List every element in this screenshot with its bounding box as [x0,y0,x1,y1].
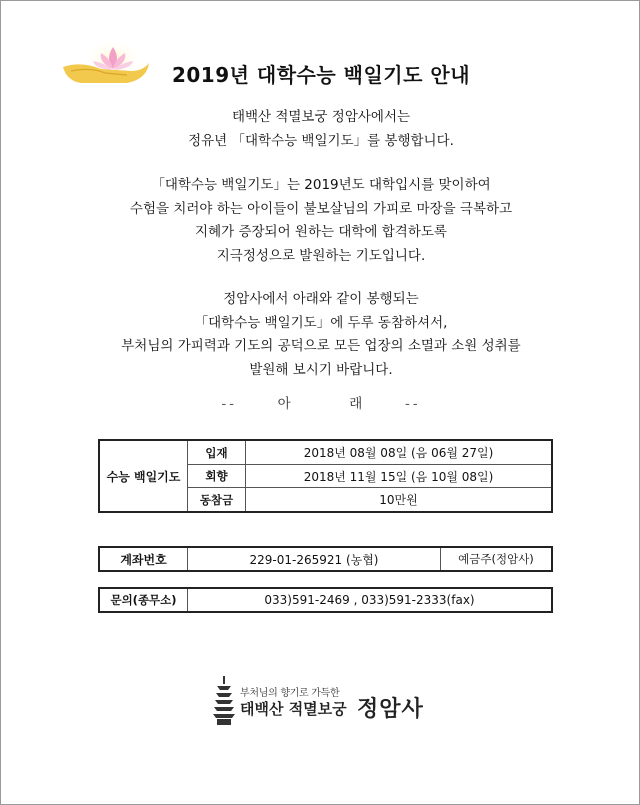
schedule-key-fee: 동참금 [188,488,246,511]
section-divider [1,392,640,412]
purpose-line: 지극정성으로 발원하는 기도입니다. [216,247,426,264]
schedule-key-start: 입재 [188,441,246,465]
contact-label: 문의(종무소) [100,589,188,611]
footer-tagline: 부처님의 향기로 가득한 [240,688,340,699]
invite-paragraph [1,288,640,382]
intro-line: 태백산 적멸보궁 정암사에서는 [231,109,411,125]
schedule-key-end: 회향 [188,465,246,488]
invite-line: 발원해 보시기 바랍니다. [249,361,393,378]
divider-dash-left: -- [221,396,238,412]
contact-table [98,587,553,613]
schedule-value-start: 2018년 08월 08일 (음 06월 27일) [246,441,551,465]
purpose-line: 지혜가 증장되어 원하는 대학에 합격하도록 [195,224,447,241]
pagoda-icon [213,676,235,726]
intro-paragraph [1,106,640,153]
footer-temple-name: 정암사 [357,697,424,722]
divider-word-rae: 래 [349,396,365,412]
purpose-paragraph [1,174,640,268]
schedule-label: 수능 백일기도 [100,441,188,511]
schedule-value-fee: 10만원 [379,493,418,507]
purpose-line: 수험을 치러야 하는 아이들이 불보살님의 가피로 마장을 극복하고 [129,200,513,217]
divider-word-a: 아 [277,396,293,412]
invite-line: 정암사에서 아래와 같이 봉행되는 [223,291,419,307]
invite-line: 부처님의 가피력과 기도의 공덕으로 모든 업장의 소멸과 소원 성취를 [121,338,521,355]
account-number: 229-01-265921 (농협) [249,552,379,567]
purpose-line: 「대학수능 백일기도」는 2019년도 대학입시를 맞이하여 [151,177,491,193]
account-label: 계좌번호 [100,548,188,570]
divider-dash-right: -- [404,396,421,412]
account-holder: 예금주(정암사) [440,548,551,570]
footer-name: 태백산 적멸보궁 [240,700,347,718]
schedule-value-end: 2018년 11월 15일 (음 10월 08일) [246,465,551,488]
page-title: 2019년 대학수능 백일기도 안내 [171,63,471,87]
intro-line: 정유년 「대학수능 백일기도」를 봉행합니다. [188,132,454,149]
contact-phones: 033)591-2469 , 033)591-2333(fax) [264,593,475,607]
schedule-table [98,439,553,513]
invite-line: 「대학수능 백일기도」에 두루 동참하셔서, [194,314,448,331]
temple-logo [213,676,443,726]
account-table [98,546,553,572]
